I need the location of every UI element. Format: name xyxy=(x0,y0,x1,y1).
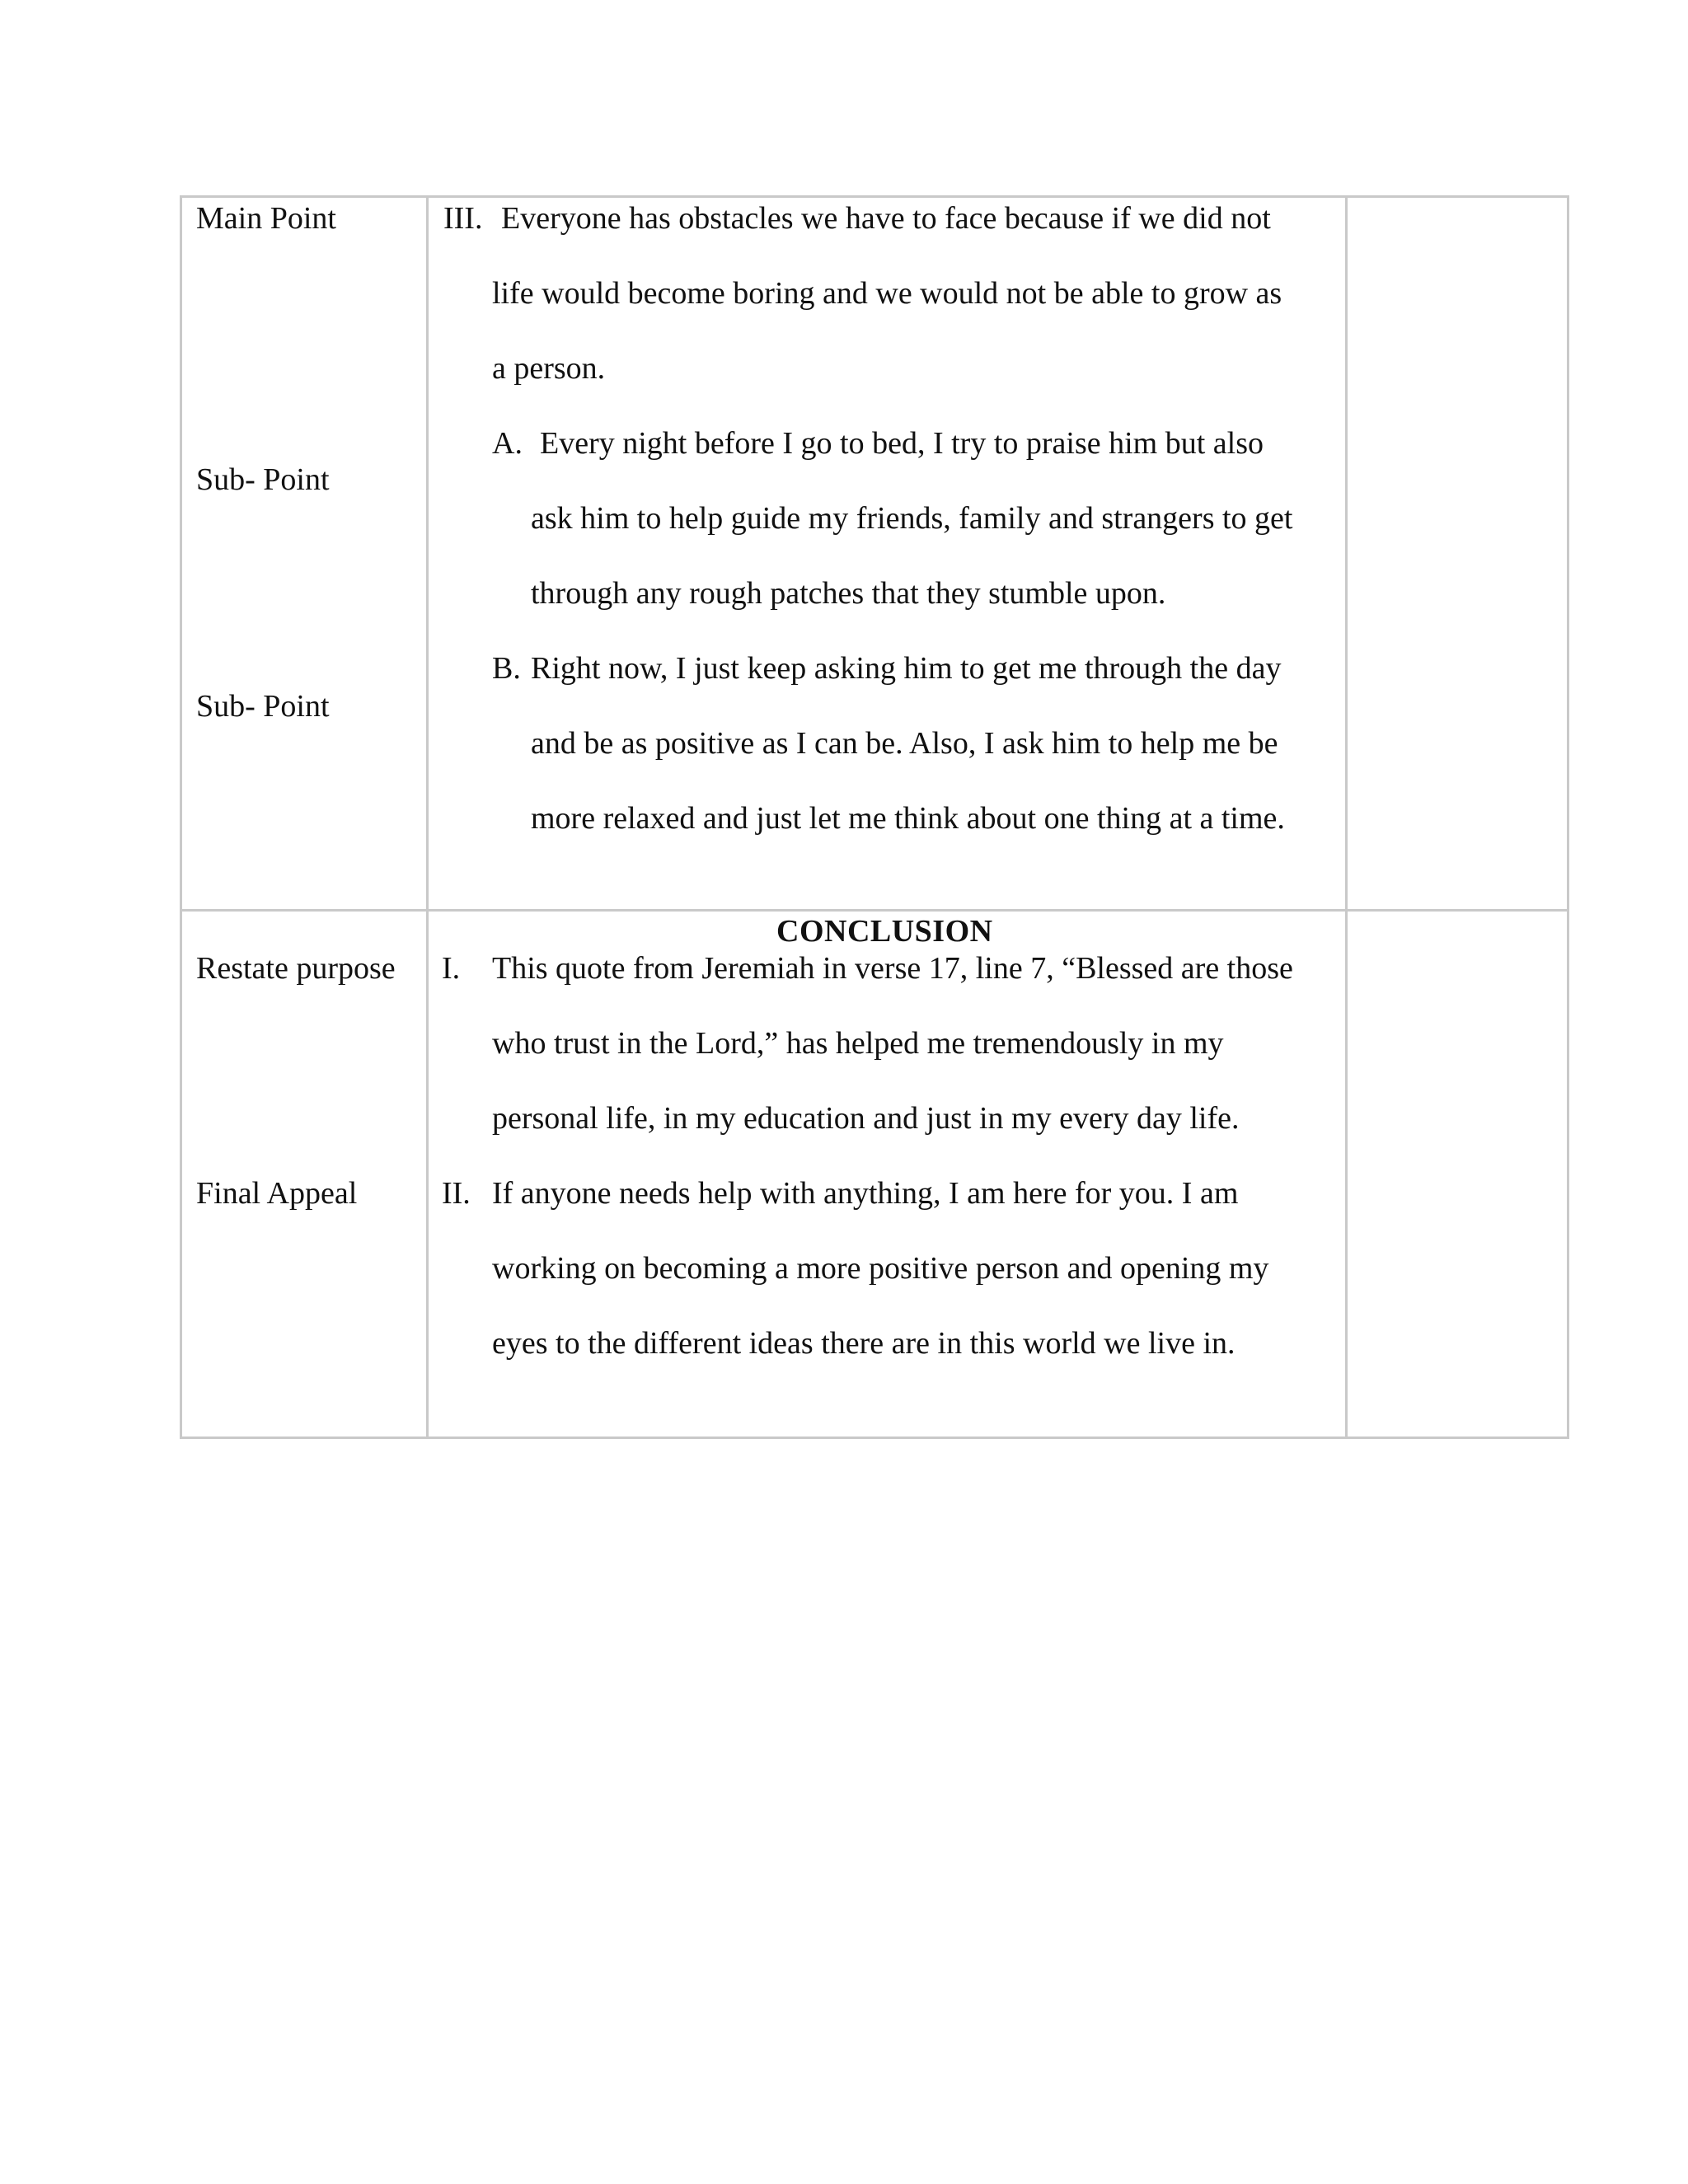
item-marker: III. xyxy=(443,201,483,236)
row-label-main-point: Main Point xyxy=(196,201,336,236)
item-text-line: more relaxed and just let me think about one thing at a time. xyxy=(531,801,1285,836)
item-text-line: through any rough patches that they stumble upon. xyxy=(531,576,1166,611)
item-text-line: Everyone has obstacles we have to face because if we did not xyxy=(501,201,1271,236)
table-row-divider xyxy=(180,909,1569,912)
item-text-line: and be as positive as I can be. Also, I ask him to help me be xyxy=(531,726,1278,761)
item-text-line: a person. xyxy=(492,351,606,386)
item-text-line: If anyone needs help with anything, I am here for you. I am xyxy=(492,1176,1239,1211)
table-border-top xyxy=(180,195,1569,198)
item-marker: B. xyxy=(492,651,521,686)
item-marker: I. xyxy=(442,951,461,986)
item-text-line: This quote from Jeremiah in verse 17, line 7, “Blessed are those xyxy=(492,951,1293,986)
section-heading-conclusion: CONCLUSION xyxy=(776,914,993,949)
row-label-final-appeal: Final Appeal xyxy=(196,1176,358,1211)
table-column-divider-2 xyxy=(1345,195,1348,1439)
item-text-line: Right now, I just keep asking him to get me through the day xyxy=(531,651,1282,686)
item-text-line: personal life, in my education and just in my every day life. xyxy=(492,1101,1240,1136)
item-text-line: eyes to the different ideas there are in this world we live in. xyxy=(492,1326,1236,1361)
table-border-left xyxy=(180,195,182,1439)
row-label-sub-point: Sub- Point xyxy=(196,689,330,724)
item-text-line: working on becoming a more positive person and opening my xyxy=(492,1251,1269,1286)
row-label-restate-purpose: Restate purpose xyxy=(196,951,396,986)
item-text-line: who trust in the Lord,” has helped me tremendously in my xyxy=(492,1026,1224,1061)
item-text-line: life would become boring and we would not be able to grow as xyxy=(492,276,1282,311)
table-column-divider-1 xyxy=(426,195,429,1439)
item-text-line: ask him to help guide my friends, family and strangers to get xyxy=(531,501,1293,536)
row-label-sub-point: Sub- Point xyxy=(196,462,330,497)
item-marker: A. xyxy=(492,426,523,461)
table-border-right xyxy=(1567,195,1569,1439)
item-text-line: Every night before I go to bed, I try to praise him but also xyxy=(540,426,1264,461)
table-border-bottom xyxy=(180,1436,1569,1439)
item-marker: II. xyxy=(442,1176,471,1211)
